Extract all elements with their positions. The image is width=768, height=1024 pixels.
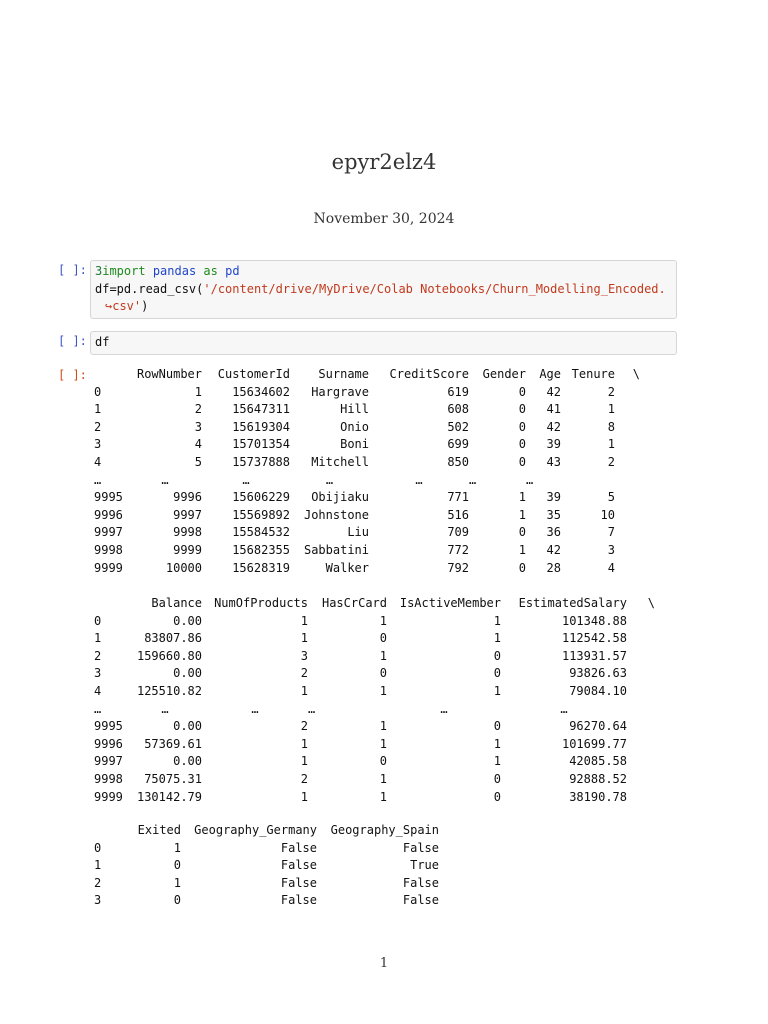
table-cell: 39 bbox=[546, 490, 561, 505]
table-cell: False bbox=[280, 858, 317, 873]
row-index: 9999 bbox=[94, 789, 123, 804]
table-cell: 96270.64 bbox=[569, 719, 627, 734]
table-row bbox=[94, 524, 640, 542]
table-cell: 15619304 bbox=[232, 419, 290, 434]
ellipsis-cell: … bbox=[325, 472, 334, 487]
table-cell: False bbox=[280, 840, 317, 855]
header-row bbox=[94, 595, 655, 613]
table-cell: Johnstone bbox=[303, 507, 369, 522]
table-cell: 0 bbox=[518, 437, 526, 452]
row-index: 1 bbox=[94, 858, 102, 873]
table-cell: 2 bbox=[300, 666, 308, 681]
table-cell: False bbox=[402, 875, 439, 890]
table-cell: 0 bbox=[518, 560, 526, 575]
table-cell: 42 bbox=[546, 384, 561, 399]
table-row bbox=[94, 648, 655, 666]
table-cell: 42 bbox=[546, 419, 561, 434]
ellipsis-cell: … bbox=[415, 472, 423, 487]
ellipsis-cell: … bbox=[161, 701, 169, 716]
keyword-as: as bbox=[203, 264, 218, 278]
column-header: NumOfProducts bbox=[214, 596, 308, 610]
table-row bbox=[94, 875, 439, 893]
table-cell: 10 bbox=[600, 507, 615, 522]
table-cell: 2 bbox=[194, 402, 202, 417]
table-cell: 1 bbox=[493, 683, 501, 698]
table-cell: 130142.79 bbox=[136, 789, 202, 804]
table-cell: Onio bbox=[340, 419, 369, 434]
dataframe-output-block-2 bbox=[94, 595, 655, 806]
table-cell: 15584532 bbox=[232, 525, 290, 540]
table-cell: 0 bbox=[379, 631, 387, 646]
table-row bbox=[94, 683, 655, 701]
table-row bbox=[94, 753, 655, 771]
row-index: 3 bbox=[94, 437, 102, 452]
table-cell: 1 bbox=[518, 542, 526, 557]
ellipsis-row bbox=[94, 701, 655, 719]
table-cell: 0.00 bbox=[173, 613, 202, 628]
table-cell: 8 bbox=[607, 419, 615, 434]
ellipsis-cell: … bbox=[251, 701, 259, 716]
table-cell: 0.00 bbox=[173, 719, 202, 734]
row-index: 2 bbox=[94, 419, 102, 434]
read-csv-call: df=pd.read_csv( bbox=[95, 281, 204, 296]
table-cell: 1 bbox=[607, 402, 615, 417]
header-row bbox=[94, 366, 640, 384]
table-cell: 35 bbox=[546, 507, 561, 522]
column-header: Geography_Spain bbox=[330, 823, 439, 837]
table-row bbox=[94, 630, 655, 648]
row-index: 0 bbox=[94, 384, 102, 399]
index-header bbox=[94, 822, 128, 840]
table-cell: 10000 bbox=[165, 560, 202, 575]
column-header: Tenure bbox=[571, 367, 615, 381]
table-cell: 1 bbox=[493, 631, 501, 646]
table-cell: 619 bbox=[447, 384, 469, 399]
column-header: Exited bbox=[137, 823, 181, 837]
index-header bbox=[94, 366, 128, 384]
ellipsis-cell: … bbox=[94, 472, 102, 487]
table-cell: 0 bbox=[518, 525, 526, 540]
table-cell: 5 bbox=[607, 490, 615, 505]
table-row bbox=[94, 507, 640, 525]
column-header: RowNumber bbox=[136, 367, 202, 381]
table-cell: 2 bbox=[300, 719, 308, 734]
table-cell: Hargrave bbox=[311, 384, 369, 399]
row-index: 9996 bbox=[94, 507, 123, 522]
table-row bbox=[94, 840, 439, 858]
ellipsis-cell: … bbox=[469, 472, 477, 487]
row-index: 9995 bbox=[94, 719, 123, 734]
table-cell: False bbox=[402, 893, 439, 908]
index-header bbox=[94, 595, 128, 613]
table-cell: Obijiaku bbox=[311, 490, 369, 505]
table-row bbox=[94, 789, 655, 807]
table-cell: 0.00 bbox=[173, 754, 202, 769]
table-cell: 1 bbox=[518, 490, 526, 505]
code-cell-2[interactable] bbox=[90, 331, 677, 355]
table-cell: 3 bbox=[194, 419, 202, 434]
column-header: Age bbox=[539, 367, 561, 381]
table-cell: 0 bbox=[493, 666, 501, 681]
row-index: 3 bbox=[94, 893, 102, 908]
table-cell: 502 bbox=[447, 419, 469, 434]
table-row bbox=[94, 489, 640, 507]
table-cell: 159660.80 bbox=[136, 648, 202, 663]
table-cell: 101348.88 bbox=[561, 613, 627, 628]
continuation-backslash: \ bbox=[647, 596, 655, 610]
dataframe-table-2 bbox=[94, 595, 655, 806]
table-cell: 2 bbox=[607, 384, 615, 399]
row-index: 9997 bbox=[94, 525, 123, 540]
table-cell: 1 bbox=[379, 648, 387, 663]
table-cell: 772 bbox=[447, 542, 469, 557]
code-cell-1[interactable] bbox=[90, 260, 677, 319]
csv-path-string: '/content/drive/MyDrive/Colab Notebooks/Churn_Modelling_Encoded. bbox=[203, 281, 666, 296]
table-cell: 15647311 bbox=[232, 402, 290, 417]
page-number: 1 bbox=[379, 956, 389, 971]
table-cell: 2 bbox=[300, 771, 308, 786]
table-cell: 1 bbox=[379, 771, 387, 786]
table-cell: 93826.63 bbox=[569, 666, 627, 681]
table-cell: 113931.57 bbox=[561, 648, 627, 663]
code-df: df bbox=[95, 335, 110, 349]
row-index: 9995 bbox=[94, 490, 123, 505]
row-index: 9997 bbox=[94, 754, 123, 769]
table-cell: 0.00 bbox=[173, 666, 202, 681]
table-cell: False bbox=[280, 893, 317, 908]
table-cell: 1 bbox=[173, 875, 181, 890]
table-cell: 1 bbox=[379, 613, 387, 628]
table-cell: 79084.10 bbox=[569, 683, 627, 698]
table-cell: 9999 bbox=[173, 542, 202, 557]
table-cell: 0 bbox=[518, 454, 526, 469]
table-cell: 15569892 bbox=[232, 507, 290, 522]
module-name: pandas bbox=[152, 264, 197, 278]
table-cell: 1 bbox=[194, 384, 202, 399]
code-cell-2-source[interactable] bbox=[95, 334, 672, 352]
keyword-import: import bbox=[102, 264, 146, 278]
table-cell: 39 bbox=[546, 437, 561, 452]
ellipsis-cell: … bbox=[94, 701, 102, 716]
table-cell: 792 bbox=[447, 560, 469, 575]
document-date: November 30, 2024 bbox=[313, 211, 455, 227]
table-cell: 92888.52 bbox=[569, 771, 627, 786]
table-cell: 1 bbox=[493, 613, 501, 628]
table-cell: 608 bbox=[447, 402, 469, 417]
table-cell: 0 bbox=[173, 858, 181, 873]
table-cell: 38190.78 bbox=[569, 789, 627, 804]
table-cell: 1 bbox=[493, 754, 501, 769]
table-cell: 125510.82 bbox=[136, 683, 202, 698]
table-row bbox=[94, 771, 655, 789]
ellipsis-cell: … bbox=[560, 701, 568, 716]
ellipsis-row bbox=[94, 472, 640, 490]
table-cell: 7 bbox=[607, 525, 615, 540]
dataframe-table-1 bbox=[94, 366, 640, 577]
table-cell: 1 bbox=[379, 719, 387, 734]
table-cell: 1 bbox=[379, 736, 387, 751]
column-header: EstimatedSalary bbox=[518, 596, 627, 610]
table-cell: 15606229 bbox=[232, 490, 290, 505]
table-cell: Mitchell bbox=[311, 454, 369, 469]
table-cell: 1 bbox=[518, 507, 526, 522]
table-cell: 1 bbox=[300, 736, 308, 751]
table-cell: 1 bbox=[300, 631, 308, 646]
row-index: 3 bbox=[94, 666, 102, 681]
table-row bbox=[94, 560, 640, 578]
table-cell: True bbox=[410, 858, 439, 873]
table-cell: 850 bbox=[447, 454, 469, 469]
table-cell: 43 bbox=[546, 454, 561, 469]
table-row bbox=[94, 718, 655, 736]
table-cell: 28 bbox=[546, 560, 561, 575]
table-cell: 0 bbox=[379, 666, 387, 681]
table-row bbox=[94, 384, 640, 402]
column-header: CreditScore bbox=[389, 367, 469, 381]
column-header: Geography_Germany bbox=[194, 823, 317, 837]
row-index: 0 bbox=[94, 613, 102, 628]
table-cell: Hill bbox=[340, 402, 369, 417]
table-cell: 0 bbox=[493, 771, 501, 786]
table-cell: 1 bbox=[379, 789, 387, 804]
table-cell: 9997 bbox=[173, 507, 202, 522]
table-cell: 1 bbox=[300, 754, 308, 769]
table-cell: 57369.61 bbox=[144, 736, 202, 751]
ellipsis-cell: … bbox=[526, 472, 534, 487]
table-cell: 15634602 bbox=[232, 384, 290, 399]
ellipsis-cell: … bbox=[440, 701, 448, 716]
code-number: 3 bbox=[95, 264, 103, 278]
row-index: 0 bbox=[94, 840, 102, 855]
table-cell: 699 bbox=[447, 437, 469, 452]
table-cell: 42085.58 bbox=[569, 754, 627, 769]
table-cell: 15701354 bbox=[232, 437, 290, 452]
table-cell: 516 bbox=[447, 507, 469, 522]
code-cell-1-source[interactable] bbox=[95, 263, 672, 316]
table-cell: 83807.86 bbox=[144, 631, 202, 646]
table-cell: 112542.58 bbox=[561, 631, 627, 646]
table-row bbox=[94, 665, 655, 683]
table-row bbox=[94, 454, 640, 472]
table-cell: 1 bbox=[300, 613, 308, 628]
row-index: 1 bbox=[94, 631, 102, 646]
row-index: 2 bbox=[94, 875, 102, 890]
table-cell: 4 bbox=[607, 560, 615, 575]
table-cell: 15682355 bbox=[232, 542, 290, 557]
column-header: Gender bbox=[482, 367, 526, 381]
table-cell: 15737888 bbox=[232, 454, 290, 469]
csv-path-string-end: csv' bbox=[112, 299, 142, 313]
row-index: 9999 bbox=[94, 560, 123, 575]
row-index: 9998 bbox=[94, 542, 123, 557]
table-cell: 771 bbox=[447, 490, 469, 505]
table-cell: 9996 bbox=[173, 490, 202, 505]
dataframe-output-block-1 bbox=[94, 366, 640, 577]
cell-2-prompt: [ ]: bbox=[58, 334, 87, 348]
table-row bbox=[94, 419, 640, 437]
document-title: epyr2elz4 bbox=[331, 150, 437, 174]
table-cell: 2 bbox=[607, 454, 615, 469]
row-index: 2 bbox=[94, 648, 102, 663]
table-cell: 0 bbox=[173, 893, 181, 908]
column-header: CustomerId bbox=[217, 367, 290, 381]
row-index: 9996 bbox=[94, 736, 123, 751]
table-cell: 5 bbox=[194, 454, 202, 469]
header-row bbox=[94, 822, 439, 840]
table-row bbox=[94, 436, 640, 454]
row-index: 4 bbox=[94, 454, 102, 469]
dataframe-output-block-3 bbox=[94, 822, 439, 910]
table-cell: 9998 bbox=[173, 525, 202, 540]
table-cell: 36 bbox=[546, 525, 561, 540]
continuation-backslash: \ bbox=[632, 367, 640, 381]
column-header: IsActiveMember bbox=[399, 596, 501, 610]
table-cell: 0 bbox=[493, 719, 501, 734]
table-cell: 0 bbox=[518, 384, 526, 399]
table-cell: 1 bbox=[300, 683, 308, 698]
column-header: Balance bbox=[151, 596, 202, 610]
ellipsis-cell: … bbox=[242, 472, 250, 487]
output-prompt: [ ]: bbox=[58, 368, 87, 382]
cell-1-prompt: [ ]: bbox=[58, 263, 87, 277]
table-cell: 15628319 bbox=[232, 560, 290, 575]
table-cell: 0 bbox=[493, 789, 501, 804]
table-cell: 1 bbox=[493, 736, 501, 751]
table-row bbox=[94, 892, 439, 910]
table-cell: 0 bbox=[379, 754, 387, 769]
table-cell: 1 bbox=[379, 683, 387, 698]
column-header: Surname bbox=[318, 367, 369, 381]
row-index: 4 bbox=[94, 683, 102, 698]
table-cell: Sabbatini bbox=[303, 542, 369, 557]
table-cell: 1 bbox=[300, 789, 308, 804]
table-cell: 42 bbox=[546, 542, 561, 557]
module-alias: pd bbox=[225, 264, 240, 278]
table-cell: 0 bbox=[493, 648, 501, 663]
table-cell: False bbox=[280, 875, 317, 890]
table-cell: 709 bbox=[447, 525, 469, 540]
table-cell: 3 bbox=[607, 542, 615, 557]
table-cell: Walker bbox=[325, 560, 369, 575]
table-cell: 75075.31 bbox=[144, 771, 202, 786]
table-cell: 41 bbox=[546, 402, 561, 417]
row-index: 1 bbox=[94, 402, 102, 417]
read-csv-close: ) bbox=[141, 299, 149, 313]
table-cell: 1 bbox=[173, 840, 181, 855]
table-row bbox=[94, 542, 640, 560]
table-cell: 4 bbox=[194, 437, 202, 452]
table-row bbox=[94, 857, 439, 875]
line-continuation-icon: ↪ bbox=[105, 299, 113, 313]
table-row bbox=[94, 613, 655, 631]
ellipsis-cell: … bbox=[161, 472, 169, 487]
table-cell: 3 bbox=[300, 648, 308, 663]
table-row bbox=[94, 401, 640, 419]
column-header: HasCrCard bbox=[321, 596, 387, 610]
row-index: 9998 bbox=[94, 771, 123, 786]
table-cell: 101699.77 bbox=[561, 736, 627, 751]
table-cell: False bbox=[402, 840, 439, 855]
table-row bbox=[94, 736, 655, 754]
dataframe-table-3 bbox=[94, 822, 439, 910]
table-cell: 1 bbox=[607, 437, 615, 452]
table-cell: Boni bbox=[340, 437, 369, 452]
ellipsis-cell: … bbox=[308, 701, 316, 716]
table-cell: 0 bbox=[518, 402, 526, 417]
table-cell: 0 bbox=[518, 419, 526, 434]
table-cell: Liu bbox=[347, 525, 369, 540]
